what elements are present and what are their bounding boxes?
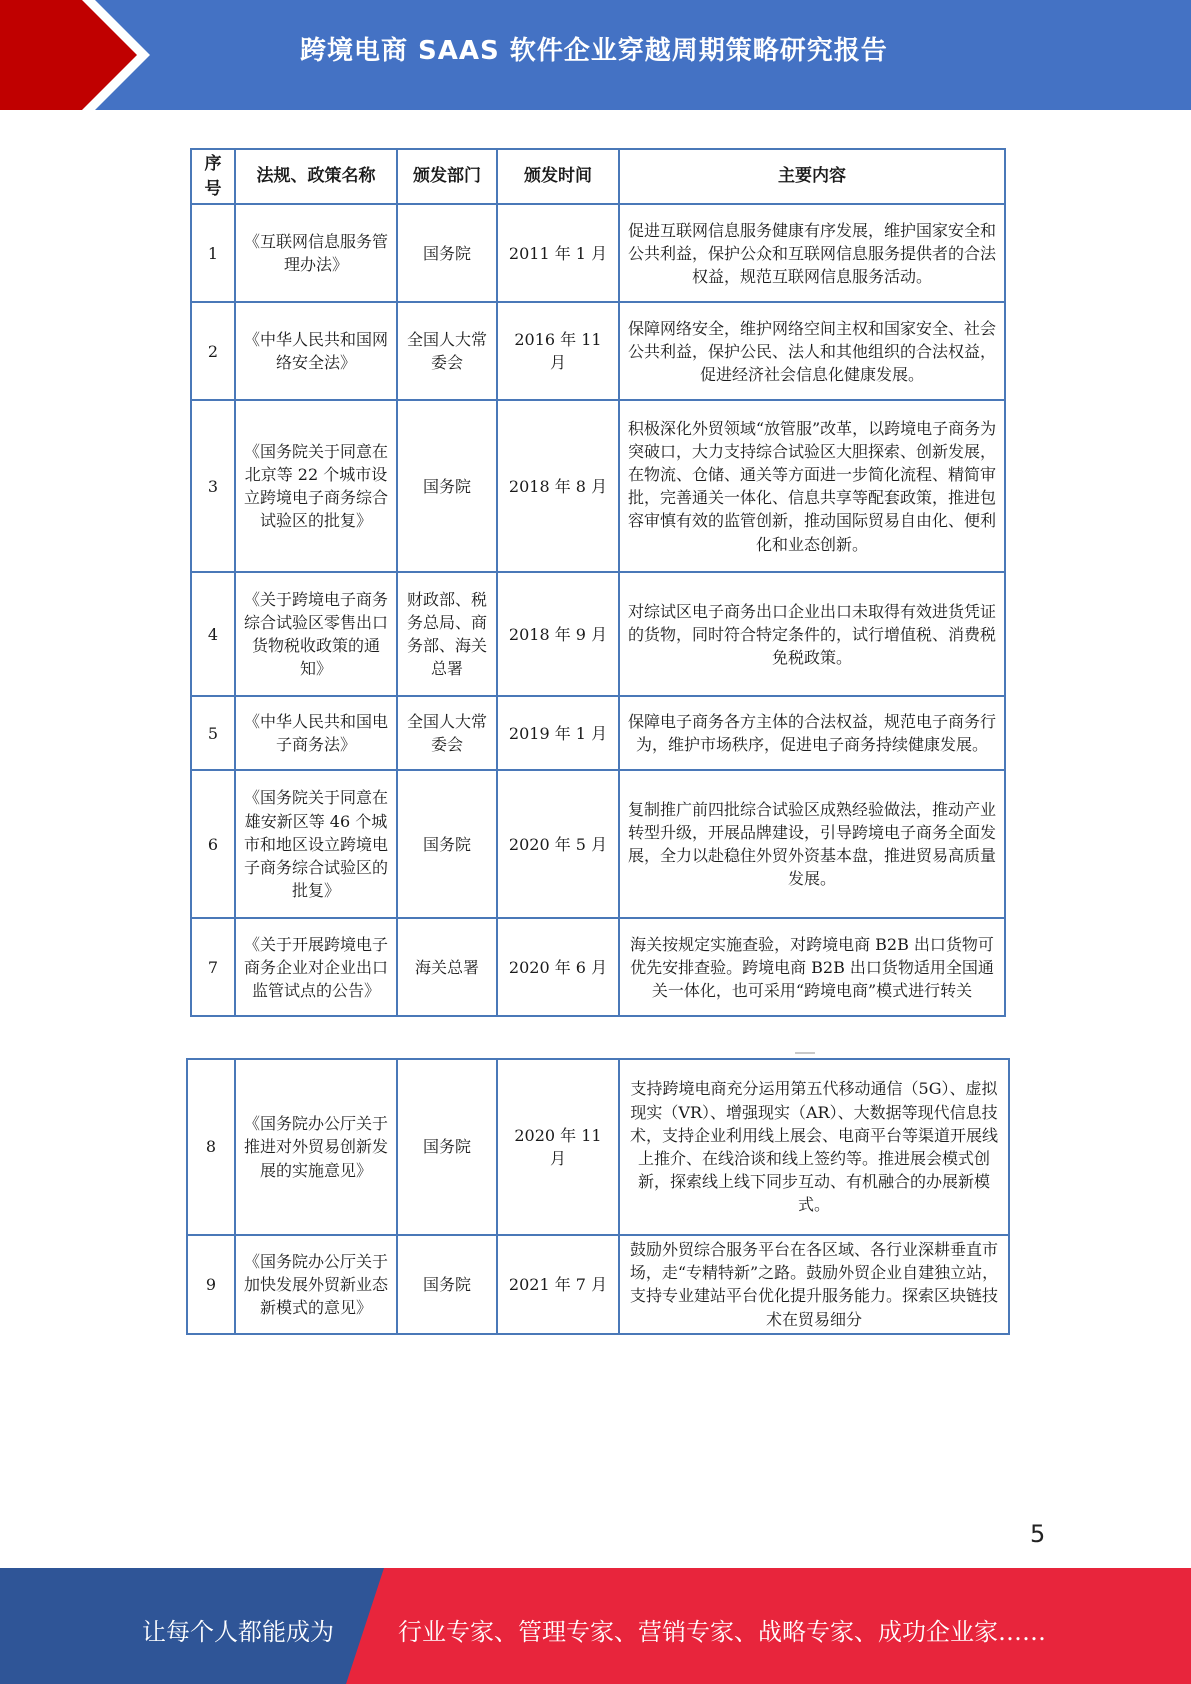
main-content: 复制推广前四批综合试验区成熟经验做法，推动产业转型升级，开展品牌建设，引导跨境电子商务全面发展，全力以赴稳住外贸外资基本盘，推进贸易高质量发展。 [619, 770, 1005, 918]
main-content: 支持跨境电商充分运用第五代移动通信（5G）、虚拟现实（VR）、增强现实（AR）、大数据等现代信息技术，支持企业利用线上展会、电商平台等渠道开展线上推介、在线洽谈和线上签约等。推进展会模式创新，探索线上线下同步互动、有机融合的办展新模式。 [619, 1059, 1009, 1235]
row-number: 5 [191, 696, 235, 770]
main-content: 促进互联网信息服务健康有序发展，维护国家安全和公共利益，保护公众和互联网信息服务提供者的合法权益，规范互联网信息服务活动。 [619, 204, 1005, 302]
main-content: 海关按规定实施查验，对跨境电商 B2B 出口货物可优先安排查验。跨境电商 B2B 出口货物适用全国通关一体化，也可采用“跨境电商”模式进行转关 [619, 918, 1005, 1016]
issue-date: 2016 年 11 月 [497, 302, 619, 400]
red-chevron-decoration [0, 0, 160, 110]
table-row [191, 696, 1005, 770]
footer-slogan-right: 行业专家、管理专家、营销专家、战略专家、成功企业家…… [398, 1618, 1046, 1646]
issuing-department: 财政部、税务总局、商务部、海关总署 [397, 572, 497, 696]
policy-name: 《中华人民共和国网络安全法》 [235, 302, 397, 400]
row-number: 3 [191, 400, 235, 572]
issuing-department: 国务院 [397, 204, 497, 302]
policy-name: 《互联网信息服务管理办法》 [235, 204, 397, 302]
table-row [187, 1059, 1009, 1235]
table-row [191, 918, 1005, 1016]
policy-table-part-1 [190, 148, 1006, 1017]
row-number: 8 [187, 1059, 235, 1235]
header-cell-name: 法规、政策名称 [235, 149, 397, 204]
issuing-department: 全国人大常委会 [397, 696, 497, 770]
header-cell-date: 颁发时间 [497, 149, 619, 204]
main-content: 鼓励外贸综合服务平台在各区域、各行业深耕垂直市场，走“专精特新”之路。鼓励外贸企业自建独立站，支持专业建站平台优化提升服务能力。探索区块链技术在贸易细分 [619, 1235, 1009, 1334]
policy-name: 《国务院关于同意在雄安新区等 46 个城市和地区设立跨境电子商务综合试验区的批复》 [235, 770, 397, 918]
issue-date: 2011 年 1 月 [497, 204, 619, 302]
row-number: 4 [191, 572, 235, 696]
issuing-department: 国务院 [397, 400, 497, 572]
main-content: 保障网络安全，维护网络空间主权和国家安全、社会公共利益，保护公民、法人和其他组织的合法权益，促进经济社会信息化健康发展。 [619, 302, 1005, 400]
policy-name: 《关于跨境电子商务综合试验区零售出口货物税收政策的通知》 [235, 572, 397, 696]
main-content: 保障电子商务各方主体的合法权益，规范电子商务行为，维护市场秩序，促进电子商务持续健康发展。 [619, 696, 1005, 770]
issue-date: 2020 年 5 月 [497, 770, 619, 918]
header-cell-no: 序号 [191, 149, 235, 204]
policy-name: 《关于开展跨境电子商务企业对企业出口监管试点的公告》 [235, 918, 397, 1016]
issuing-department: 国务院 [397, 1235, 497, 1334]
issue-date: 2018 年 9 月 [497, 572, 619, 696]
footer-slogan-left: 让每个人都能成为 [142, 1618, 334, 1646]
policy-name: 《国务院关于同意在北京等 22 个城市设立跨境电子商务综合试验区的批复》 [235, 400, 397, 572]
table-row [187, 1235, 1009, 1334]
row-number: 2 [191, 302, 235, 400]
row-number: 6 [191, 770, 235, 918]
issuing-department: 全国人大常委会 [397, 302, 497, 400]
issue-date: 2019 年 1 月 [497, 696, 619, 770]
issue-date: 2021 年 7 月 [497, 1235, 619, 1334]
issuing-department: 海关总署 [397, 918, 497, 1016]
table-header-row [191, 149, 1005, 204]
header-cell-content: 主要内容 [619, 149, 1005, 204]
table-row [191, 770, 1005, 918]
issue-date: 2018 年 8 月 [497, 400, 619, 572]
page-header [0, 0, 1191, 110]
row-number: 7 [191, 918, 235, 1016]
policy-name: 《国务院办公厅关于加快发展外贸新业态新模式的意见》 [235, 1235, 397, 1334]
main-content: 积极深化外贸领域“放管服”改革，以跨境电子商务为突破口，大力支持综合试验区大胆探索、创新发展，在物流、仓储、通关等方面进一步简化流程、精简审批，完善通关一体化、信息共享等配套政策，推进包容审慎有效的监管创新，推动国际贸易自由化、便利化和业态创新。 [619, 400, 1005, 572]
page-footer [0, 1568, 1191, 1684]
table-row [191, 572, 1005, 696]
page-number: 5 [1030, 1520, 1046, 1548]
page-break-mark [795, 1052, 815, 1054]
table-row [191, 204, 1005, 302]
main-content: 对综试区电子商务出口企业出口未取得有效进货凭证的货物，同时符合特定条件的，试行增值税、消费税免税政策。 [619, 572, 1005, 696]
issuing-department: 国务院 [397, 1059, 497, 1235]
issuing-department: 国务院 [397, 770, 497, 918]
table-row [191, 302, 1005, 400]
row-number: 9 [187, 1235, 235, 1334]
header-cell-dept: 颁发部门 [397, 149, 497, 204]
table-row [191, 400, 1005, 572]
issue-date: 2020 年 6 月 [497, 918, 619, 1016]
row-number: 1 [191, 204, 235, 302]
policy-name: 《国务院办公厅关于推进对外贸易创新发展的实施意见》 [235, 1059, 397, 1235]
policy-name: 《中华人民共和国电子商务法》 [235, 696, 397, 770]
issue-date: 2020 年 11 月 [497, 1059, 619, 1235]
policy-table-part-2 [186, 1058, 1010, 1335]
report-title: 跨境电商 SAAS 软件企业穿越周期策略研究报告 [300, 36, 888, 66]
